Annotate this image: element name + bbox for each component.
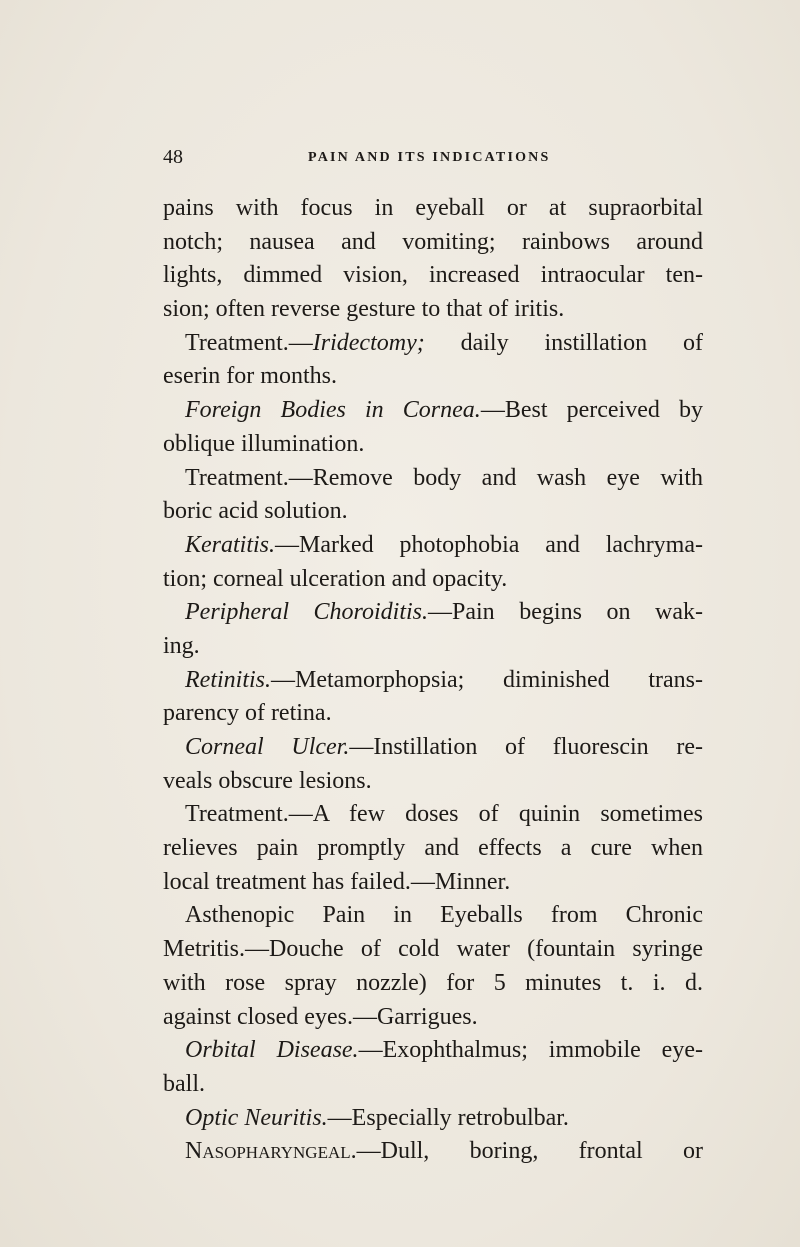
italic-term: Retinitis. <box>185 666 271 693</box>
line-run: —Metamorphopsia; diminished trans- <box>271 666 703 693</box>
line-run: —Especially retrobulbar. <box>327 1104 569 1131</box>
page-header <box>163 144 703 170</box>
text-line: notch; nausea and vomiting; rainbows around <box>163 228 703 255</box>
text-line: against closed eyes.—Garrigues. <box>163 1003 478 1030</box>
text-line <box>163 1135 703 1169</box>
text-line: eserin for months. <box>163 363 337 390</box>
running-head: PAIN AND ITS INDICATIONS <box>308 150 551 165</box>
line-run: —Best perceived by <box>480 397 704 424</box>
italic-term: Peripheral Choroiditis. <box>185 599 429 626</box>
page-number: 48 <box>163 146 183 168</box>
text-line: relieves pain promptly and effects a cure when <box>163 835 703 862</box>
text-line: parency of retina. <box>163 700 332 727</box>
text-line <box>163 1102 703 1136</box>
text-line: Treatment.—A few doses of quinin sometimes <box>185 801 703 828</box>
text-line: tion; corneal ulceration and opacity. <box>163 565 508 592</box>
text-line: Treatment.—Remove body and wash eye with <box>185 464 703 491</box>
text-line: pains with focus in eyeball or at supraorbital <box>163 195 703 221</box>
text-line: ing. <box>163 632 200 659</box>
line-run: —Exophthalmus; immobile eye- <box>358 1037 703 1064</box>
line-run: Treatment.— <box>185 329 313 356</box>
text-line: with rose spray nozzle) for 5 minutes t. i. d. <box>163 969 703 996</box>
italic-term: Orbital Disease. <box>185 1037 359 1064</box>
small-caps-term: Nasopharyngeal. <box>185 1138 357 1165</box>
line-run: —Marked photophobia and lachryma- <box>275 531 703 558</box>
text-line <box>163 596 703 630</box>
line-run: —Pain begins on wak- <box>428 599 703 626</box>
text-line <box>163 529 703 563</box>
line-run: —Instillation of fluorescin re- <box>349 734 703 760</box>
text-line <box>163 1034 703 1068</box>
text-line: ball. <box>163 1070 205 1097</box>
text-line: local treatment has failed.—Minner. <box>163 868 511 895</box>
italic-term: Foreign Bodies in Cornea. <box>185 397 481 424</box>
text-line: Asthenopic Pain in Eyeballs from Chronic <box>185 902 703 929</box>
italic-term: Optic Neuritis. <box>185 1104 328 1131</box>
text-line <box>163 327 703 361</box>
text-line: boric acid solution. <box>163 498 348 525</box>
text-line <box>163 664 703 698</box>
body-text <box>163 192 703 1169</box>
text-line <box>163 394 703 428</box>
italic-term: Corneal Ulcer. <box>185 734 350 760</box>
text-line: Metritis.—Douche of cold water (fountain syringe <box>163 936 703 963</box>
line-run: daily instillation of <box>424 329 703 356</box>
text-line: lights, dimmed vision, increased intraocular ten- <box>163 262 703 289</box>
italic-term: Keratitis. <box>185 531 276 558</box>
text-line <box>163 731 703 765</box>
text-line: veals obscure lesions. <box>163 767 372 794</box>
line-run: —Dull, boring, frontal or <box>356 1138 703 1165</box>
text-line: sion; often reverse gesture to that of iritis. <box>163 296 565 323</box>
text-line: oblique illumination. <box>163 430 365 457</box>
italic-term: Iridectomy; <box>312 329 425 356</box>
